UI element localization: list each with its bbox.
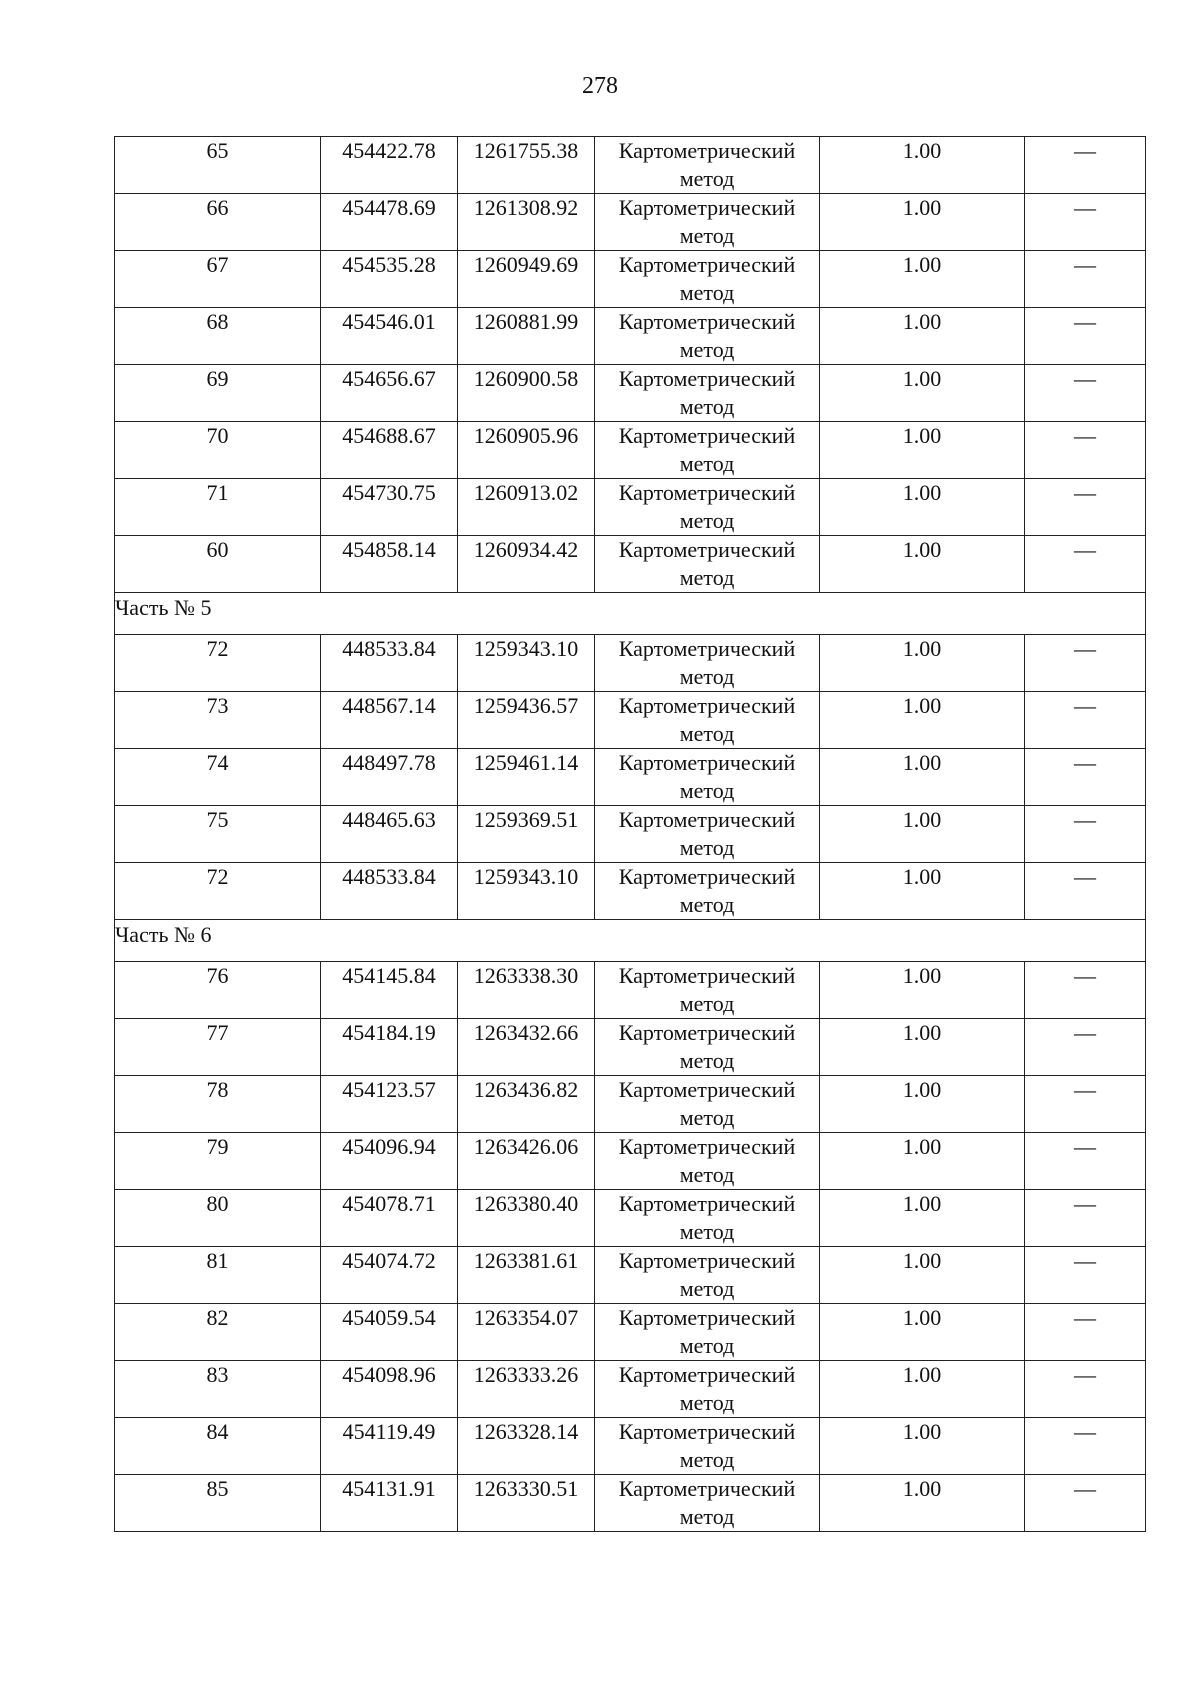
y-coordinate-cell: 1259369.51 <box>458 806 595 863</box>
accuracy-cell: 1.00 <box>820 479 1025 536</box>
accuracy-cell: 1.00 <box>820 635 1025 692</box>
table-row <box>115 479 1146 536</box>
x-coordinate-cell: 454145.84 <box>321 962 458 1019</box>
method-line-2: метод <box>679 565 735 590</box>
accuracy-cell: 1.00 <box>820 806 1025 863</box>
note-cell: — <box>1025 365 1146 422</box>
method-cell <box>595 749 820 806</box>
note-cell: — <box>1025 137 1146 194</box>
method-cell <box>595 1304 820 1361</box>
note-cell: — <box>1025 1304 1146 1361</box>
method-line-1: Картометрический <box>618 1419 796 1444</box>
y-coordinate-cell: 1263354.07 <box>458 1304 595 1361</box>
method-line-1: Картометрический <box>618 309 796 334</box>
accuracy-cell: 1.00 <box>820 962 1025 1019</box>
y-coordinate-cell: 1259461.14 <box>458 749 595 806</box>
accuracy-cell: 1.00 <box>820 137 1025 194</box>
note-cell: — <box>1025 749 1146 806</box>
point-number-cell: 72 <box>115 635 321 692</box>
accuracy-cell: 1.00 <box>820 1247 1025 1304</box>
method-cell <box>595 1019 820 1076</box>
note-cell: — <box>1025 479 1146 536</box>
y-coordinate-cell: 1263380.40 <box>458 1190 595 1247</box>
note-cell: — <box>1025 251 1146 308</box>
point-number-cell: 71 <box>115 479 321 536</box>
x-coordinate-cell: 448533.84 <box>321 635 458 692</box>
table-row <box>115 194 1146 251</box>
x-coordinate-cell: 454131.91 <box>321 1475 458 1532</box>
point-number-cell: 81 <box>115 1247 321 1304</box>
table-row <box>115 536 1146 593</box>
y-coordinate-cell: 1259343.10 <box>458 863 595 920</box>
table-row <box>115 137 1146 194</box>
x-coordinate-cell: 454184.19 <box>321 1019 458 1076</box>
method-cell <box>595 1475 820 1532</box>
accuracy-cell: 1.00 <box>820 251 1025 308</box>
method-line-2: метод <box>679 1390 735 1415</box>
method-cell <box>595 806 820 863</box>
method-line-1: Картометрический <box>618 636 796 661</box>
y-coordinate-cell: 1263333.26 <box>458 1361 595 1418</box>
method-line-1: Картометрический <box>618 750 796 775</box>
y-coordinate-cell: 1260934.42 <box>458 536 595 593</box>
point-number-cell: 60 <box>115 536 321 593</box>
x-coordinate-cell: 454119.49 <box>321 1418 458 1475</box>
table-row <box>115 1190 1146 1247</box>
method-line-2: метод <box>679 1276 735 1301</box>
y-coordinate-cell: 1263436.82 <box>458 1076 595 1133</box>
method-line-2: метод <box>679 1105 735 1130</box>
x-coordinate-cell: 448497.78 <box>321 749 458 806</box>
table-row <box>115 635 1146 692</box>
table-row <box>115 1133 1146 1190</box>
table-row <box>115 692 1146 749</box>
point-number-cell: 85 <box>115 1475 321 1532</box>
point-number-cell: 74 <box>115 749 321 806</box>
accuracy-cell: 1.00 <box>820 1190 1025 1247</box>
method-cell <box>595 194 820 251</box>
method-line-1: Картометрический <box>618 807 796 832</box>
point-number-cell: 83 <box>115 1361 321 1418</box>
method-line-2: метод <box>679 991 735 1016</box>
note-cell: — <box>1025 308 1146 365</box>
note-cell: — <box>1025 1190 1146 1247</box>
method-cell <box>595 365 820 422</box>
method-line-1: Картометрический <box>618 195 796 220</box>
method-line-2: метод <box>679 223 735 248</box>
table-row <box>115 422 1146 479</box>
y-coordinate-cell: 1263328.14 <box>458 1418 595 1475</box>
table-row <box>115 1019 1146 1076</box>
x-coordinate-cell: 454730.75 <box>321 479 458 536</box>
x-coordinate-cell: 454546.01 <box>321 308 458 365</box>
note-cell: — <box>1025 1076 1146 1133</box>
method-line-2: метод <box>679 664 735 689</box>
x-coordinate-cell: 454422.78 <box>321 137 458 194</box>
x-coordinate-cell: 454074.72 <box>321 1247 458 1304</box>
section-header-row <box>115 920 1146 962</box>
point-number-cell: 72 <box>115 863 321 920</box>
method-line-2: метод <box>679 721 735 746</box>
accuracy-cell: 1.00 <box>820 1019 1025 1076</box>
x-coordinate-cell: 454059.54 <box>321 1304 458 1361</box>
table-row <box>115 251 1146 308</box>
method-line-2: метод <box>679 280 735 305</box>
method-line-1: Картометрический <box>618 138 796 163</box>
point-number-cell: 79 <box>115 1133 321 1190</box>
point-number-cell: 80 <box>115 1190 321 1247</box>
accuracy-cell: 1.00 <box>820 863 1025 920</box>
note-cell: — <box>1025 1133 1146 1190</box>
note-cell: — <box>1025 863 1146 920</box>
method-line-2: метод <box>679 1162 735 1187</box>
method-cell <box>595 308 820 365</box>
method-cell <box>595 863 820 920</box>
method-cell <box>595 1190 820 1247</box>
x-coordinate-cell: 448533.84 <box>321 863 458 920</box>
note-cell: — <box>1025 1418 1146 1475</box>
y-coordinate-cell: 1261308.92 <box>458 194 595 251</box>
method-cell <box>595 1361 820 1418</box>
x-coordinate-cell: 454098.96 <box>321 1361 458 1418</box>
table-row <box>115 962 1146 1019</box>
x-coordinate-cell: 454123.57 <box>321 1076 458 1133</box>
accuracy-cell: 1.00 <box>820 1304 1025 1361</box>
point-number-cell: 70 <box>115 422 321 479</box>
note-cell: — <box>1025 1361 1146 1418</box>
table-row <box>115 308 1146 365</box>
y-coordinate-cell: 1263432.66 <box>458 1019 595 1076</box>
point-number-cell: 68 <box>115 308 321 365</box>
accuracy-cell: 1.00 <box>820 536 1025 593</box>
method-line-1: Картометрический <box>618 1134 796 1159</box>
y-coordinate-cell: 1259343.10 <box>458 635 595 692</box>
method-cell <box>595 479 820 536</box>
note-cell: — <box>1025 806 1146 863</box>
accuracy-cell: 1.00 <box>820 422 1025 479</box>
method-line-1: Картометрический <box>618 864 796 889</box>
accuracy-cell: 1.00 <box>820 365 1025 422</box>
note-cell: — <box>1025 1019 1146 1076</box>
method-line-1: Картометрический <box>618 1020 796 1045</box>
point-number-cell: 82 <box>115 1304 321 1361</box>
table-row <box>115 1475 1146 1532</box>
method-cell <box>595 536 820 593</box>
point-number-cell: 69 <box>115 365 321 422</box>
table-row <box>115 1304 1146 1361</box>
x-coordinate-cell: 454078.71 <box>321 1190 458 1247</box>
y-coordinate-cell: 1263426.06 <box>458 1133 595 1190</box>
table-row <box>115 806 1146 863</box>
method-line-2: метод <box>679 892 735 917</box>
method-line-1: Картометрический <box>618 366 796 391</box>
method-line-2: метод <box>679 337 735 362</box>
x-coordinate-cell: 448465.63 <box>321 806 458 863</box>
table-row <box>115 365 1146 422</box>
accuracy-cell: 1.00 <box>820 1418 1025 1475</box>
method-cell <box>595 251 820 308</box>
note-cell: — <box>1025 194 1146 251</box>
x-coordinate-cell: 454656.67 <box>321 365 458 422</box>
method-line-2: метод <box>679 778 735 803</box>
method-line-2: метод <box>679 1048 735 1073</box>
accuracy-cell: 1.00 <box>820 308 1025 365</box>
note-cell: — <box>1025 422 1146 479</box>
method-line-2: метод <box>679 1333 735 1358</box>
method-line-1: Картометрический <box>618 423 796 448</box>
y-coordinate-cell: 1260900.58 <box>458 365 595 422</box>
accuracy-cell: 1.00 <box>820 692 1025 749</box>
method-cell <box>595 1133 820 1190</box>
y-coordinate-cell: 1263381.61 <box>458 1247 595 1304</box>
x-coordinate-cell: 454478.69 <box>321 194 458 251</box>
method-line-2: метод <box>679 1447 735 1472</box>
accuracy-cell: 1.00 <box>820 1475 1025 1532</box>
y-coordinate-cell: 1259436.57 <box>458 692 595 749</box>
accuracy-cell: 1.00 <box>820 1076 1025 1133</box>
y-coordinate-cell: 1260949.69 <box>458 251 595 308</box>
x-coordinate-cell: 454688.67 <box>321 422 458 479</box>
y-coordinate-cell: 1261755.38 <box>458 137 595 194</box>
page-number: 278 <box>582 73 618 99</box>
note-cell: — <box>1025 536 1146 593</box>
point-number-cell: 73 <box>115 692 321 749</box>
x-coordinate-cell: 454096.94 <box>321 1133 458 1190</box>
accuracy-cell: 1.00 <box>820 749 1025 806</box>
method-cell <box>595 1247 820 1304</box>
point-number-cell: 77 <box>115 1019 321 1076</box>
method-cell <box>595 137 820 194</box>
method-cell <box>595 962 820 1019</box>
y-coordinate-cell: 1263330.51 <box>458 1475 595 1532</box>
point-number-cell: 66 <box>115 194 321 251</box>
accuracy-cell: 1.00 <box>820 1361 1025 1418</box>
table-row <box>115 1076 1146 1133</box>
section-title: Часть № 6 <box>115 920 1146 962</box>
note-cell: — <box>1025 635 1146 692</box>
x-coordinate-cell: 454535.28 <box>321 251 458 308</box>
y-coordinate-cell: 1260913.02 <box>458 479 595 536</box>
y-coordinate-cell: 1260905.96 <box>458 422 595 479</box>
coordinates-table-body <box>115 137 1146 1532</box>
note-cell: — <box>1025 692 1146 749</box>
method-line-1: Картометрический <box>618 1305 796 1330</box>
note-cell: — <box>1025 1247 1146 1304</box>
note-cell: — <box>1025 1475 1146 1532</box>
method-line-2: метод <box>679 451 735 476</box>
method-line-1: Картометрический <box>618 693 796 718</box>
method-cell <box>595 1076 820 1133</box>
table-row <box>115 863 1146 920</box>
method-line-1: Картометрический <box>618 252 796 277</box>
y-coordinate-cell: 1263338.30 <box>458 962 595 1019</box>
method-cell <box>595 692 820 749</box>
method-line-1: Картометрический <box>618 537 796 562</box>
section-header-row <box>115 593 1146 635</box>
note-cell: — <box>1025 962 1146 1019</box>
method-line-2: метод <box>679 1504 735 1529</box>
method-cell <box>595 635 820 692</box>
method-line-1: Картометрический <box>618 1248 796 1273</box>
method-line-1: Картометрический <box>618 480 796 505</box>
y-coordinate-cell: 1260881.99 <box>458 308 595 365</box>
method-line-1: Картометрический <box>618 1362 796 1387</box>
table-row <box>115 1361 1146 1418</box>
method-line-2: метод <box>679 1219 735 1244</box>
x-coordinate-cell: 448567.14 <box>321 692 458 749</box>
method-line-1: Картометрический <box>618 1476 796 1501</box>
method-line-2: метод <box>679 508 735 533</box>
method-line-1: Картометрический <box>618 1191 796 1216</box>
point-number-cell: 76 <box>115 962 321 1019</box>
point-number-cell: 65 <box>115 137 321 194</box>
method-line-1: Картометрический <box>618 1077 796 1102</box>
x-coordinate-cell: 454858.14 <box>321 536 458 593</box>
method-line-2: метод <box>679 166 735 191</box>
accuracy-cell: 1.00 <box>820 1133 1025 1190</box>
point-number-cell: 78 <box>115 1076 321 1133</box>
coordinates-table <box>114 136 1146 1532</box>
method-line-2: метод <box>679 394 735 419</box>
table-row <box>115 1418 1146 1475</box>
table-row <box>115 749 1146 806</box>
point-number-cell: 67 <box>115 251 321 308</box>
point-number-cell: 84 <box>115 1418 321 1475</box>
table-row <box>115 1247 1146 1304</box>
section-title: Часть № 5 <box>115 593 1146 635</box>
method-line-2: метод <box>679 835 735 860</box>
method-cell <box>595 1418 820 1475</box>
point-number-cell: 75 <box>115 806 321 863</box>
method-cell <box>595 422 820 479</box>
method-line-1: Картометрический <box>618 963 796 988</box>
accuracy-cell: 1.00 <box>820 194 1025 251</box>
